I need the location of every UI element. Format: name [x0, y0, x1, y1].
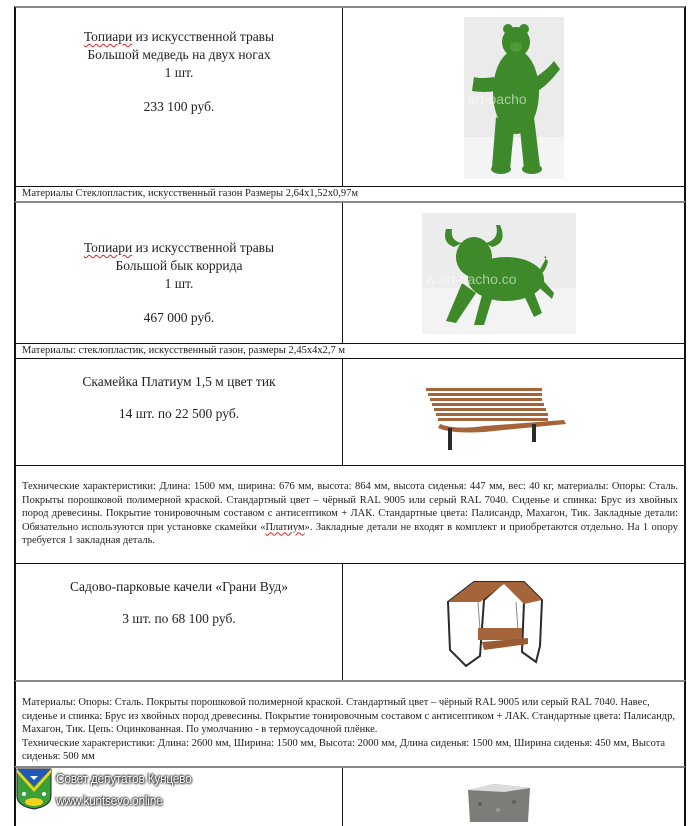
swing-icon: [444, 572, 554, 672]
table-row: [14, 6, 686, 186]
product-image-cell: [343, 768, 684, 826]
image-watermark: w.art-bacho.co: [425, 270, 517, 287]
product-subtitle: Большой медведь на двух ногах: [87, 47, 271, 62]
product-qty-price: 3 шт. по 68 100 руб.: [122, 611, 236, 626]
product-qty: 1 шт.: [164, 65, 194, 80]
product-image-cell: [343, 564, 684, 680]
table-row: [14, 563, 686, 680]
stone-planter-icon: [464, 782, 534, 822]
table-row: [14, 201, 686, 343]
product-table: [14, 6, 686, 826]
logo-title: Совет депутатов Кунцево: [56, 771, 192, 786]
product-description: [16, 203, 343, 343]
product-title: Скамейка Платиум 1,5 м цвет тик: [82, 374, 276, 389]
product-description: [16, 8, 343, 186]
product-title: Топиари из искусственной травы: [83, 29, 275, 44]
product-qty: 1 шт.: [164, 276, 194, 291]
bull-topiary-image: [422, 213, 576, 334]
product-title: Топиари из искусственной травы: [83, 240, 275, 255]
coat-of-arms-icon: [16, 768, 52, 810]
bear-topiary-image: [464, 17, 564, 179]
kuntsevo-logo: [16, 768, 203, 812]
logo-text: [56, 768, 203, 812]
product-description: [16, 564, 343, 680]
product-price: 233 100 руб.: [143, 99, 215, 114]
bench-icon: [424, 372, 574, 452]
product-subtitle: Большой бык коррида: [115, 258, 243, 273]
product-image-cell: [343, 8, 684, 186]
logo-url[interactable]: www.kuntsevo.online: [56, 793, 163, 808]
image-watermark: art-bacho: [467, 91, 527, 107]
product-image-cell: [343, 359, 684, 465]
product-title: Садово-парковые качели «Грани Вуд»: [69, 579, 289, 594]
product-details: Материалы: стеклопластик, искусственный газон, размеры 2,45х4х2,7 м: [14, 343, 686, 358]
product-price: 467 000 руб.: [143, 310, 215, 325]
product-details: Материалы: Опоры: Сталь. Покрыты порошковой полимерной краской. Стандартный цвет – чёрный RAL 9005 или серый RAL 7040. Навес, сиденье и спинка: Брус из хвойных пород древесины. Покрытие тонировочным составом с антисептиком + ЛАК. Стандартные цвета: Палисандр, Махагон, Тик. Цепь: Оцинкованная. По умолчанию - в термоусадочной плёнке. Технические характеристики: Длина: 2600 мм, Ширина: 1500 мм, Высота: 2000 мм, Длина сиденья: 1500 мм, Ширина сиденья: 450 мм, Высота сиденья: 500 мм: [14, 680, 686, 766]
table-row: [14, 358, 686, 465]
product-description: [16, 359, 343, 465]
product-qty-price: 14 шт. по 22 500 руб.: [118, 406, 240, 421]
product-image-cell: [343, 203, 684, 343]
product-details: Материалы Стеклопластик, искусственный газон Размеры 2,64х1,52х0,97м: [14, 186, 686, 201]
product-details: Технические характеристики: Длина: 1500 мм, ширина: 676 мм, высота: 864 мм, высота сиденья: 447 мм, вес: 40 кг, материалы: Опоры: Сталь. Покрыты порошковой полимерной краской. Стандартный цвет – чёрный RAL 9005 или серый RAL 7040. Сиденье и спинка: Брус из хвойных пород древесины. Покрытие тонировочным составом с антисептиком + ЛАК. Стандартные цвета: Палисандр, Махагон, Тик. Закладные детали: Обязательно используются при установке скамейки «Платиум». Закладные детали не входят в комплект и приобретаются отдельно. На 1 опору требуется 1 закладная деталь.: [14, 465, 686, 563]
